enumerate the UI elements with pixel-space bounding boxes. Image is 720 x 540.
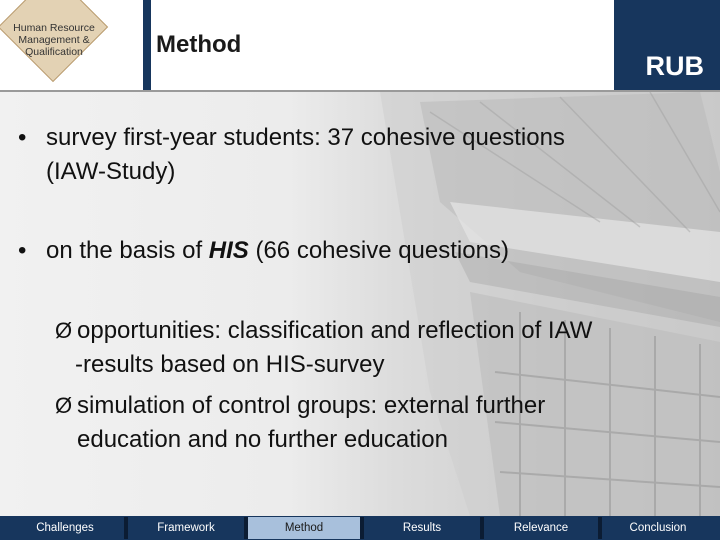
bullet-text-pre: on the basis of: [46, 237, 209, 264]
bullet-mark: •: [18, 237, 27, 264]
title-accent-bar: [143, 0, 151, 90]
logo-text: [4, 22, 104, 58]
bullet-text: [46, 234, 509, 268]
university-logo: [614, 0, 720, 90]
bullet-item: [18, 234, 698, 268]
bullet-text: [46, 121, 565, 189]
bullet-mark: •: [18, 124, 27, 151]
nav-tab-results[interactable]: Results: [364, 517, 480, 539]
university-logo-text: RUB: [645, 51, 704, 81]
sub-bullet-item: [55, 314, 715, 384]
sub-bullet-text: [77, 389, 545, 457]
sub-bullet-line: education and no further education: [77, 426, 448, 453]
nav-tab-conclusion[interactable]: Conclusion: [602, 517, 714, 539]
section-navigation: [0, 516, 720, 540]
slide-content: [0, 92, 720, 516]
sub-bullet-text: [77, 314, 592, 382]
nav-tab-framework[interactable]: Framework: [128, 517, 244, 539]
nav-tab-method[interactable]: Method: [248, 517, 360, 539]
arrow-bullet-icon: Ø: [55, 393, 73, 418]
department-logo: [0, 0, 144, 90]
nav-tab-relevance[interactable]: Relevance: [484, 517, 598, 539]
bullet-text-emphasis: HIS: [208, 237, 249, 264]
nav-tab-challenges[interactable]: Challenges: [6, 517, 124, 539]
logo-line-3: Qualification: [25, 46, 83, 58]
sub-bullet-line: opportunities: classification and reflection of IAW: [77, 317, 593, 344]
slide-title: Method: [156, 31, 242, 58]
sub-bullet-line: simulation of control groups: external further: [77, 392, 546, 419]
logo-line-2: Management &: [18, 34, 90, 46]
bullet-text-post: (66 cohesive questions): [248, 237, 509, 264]
bullet-item: [18, 121, 698, 191]
bullet-text-line: survey first-year students: 37 cohesive questions: [46, 124, 565, 151]
sub-bullet-line: -results based on HIS-survey: [75, 351, 385, 378]
sub-bullet-item: [55, 389, 715, 459]
slide-header: [0, 0, 720, 92]
logo-line-1: Human Resource: [13, 22, 95, 34]
bullet-text-line: (IAW-Study): [46, 158, 176, 185]
arrow-bullet-icon: Ø: [55, 318, 73, 343]
slide-body: [0, 92, 720, 516]
